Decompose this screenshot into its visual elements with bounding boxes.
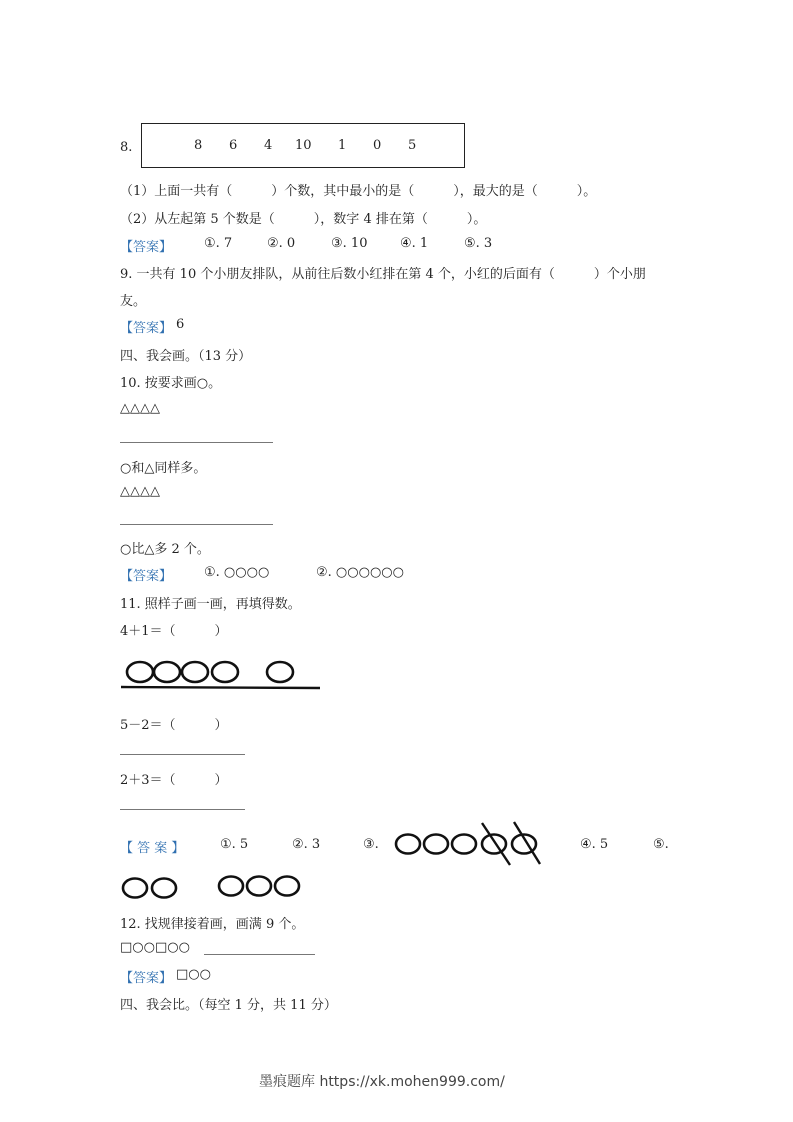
- q8-answer-5: ⑤. 3: [464, 236, 493, 251]
- footer-watermark: 墨痕题库 https://xk.mohen999.com/: [259, 1074, 505, 1090]
- q11-title: 11. 照样子画一画，再填得数。: [120, 597, 301, 612]
- q11-answer-5-label: ⑤.: [653, 837, 669, 852]
- box-number: 5: [408, 138, 417, 153]
- box-number: 10: [295, 138, 312, 153]
- q9-answer: 6: [176, 317, 185, 332]
- answer-label: 【答案】: [120, 569, 173, 584]
- q8-part1: （1）上面一共有（ ）个数，其中最小的是（ ），最大的是（ ）。: [120, 184, 597, 199]
- pattern-sequence: □○○□○○: [120, 940, 190, 955]
- q8-number: 8.: [120, 140, 133, 155]
- answer-line: [120, 524, 273, 525]
- q11-answer-2: ②. 3: [292, 837, 321, 852]
- circle-groups-drawing: [118, 873, 308, 903]
- number-box: [141, 123, 465, 168]
- q11-answer-1: ①. 5: [220, 837, 249, 852]
- answer-label: 【 答 案 】: [120, 841, 185, 856]
- q12-answer: □○○: [176, 967, 211, 982]
- q11-answer-3-label: ③.: [363, 837, 379, 852]
- box-number: 8: [194, 138, 203, 153]
- answer-label: 【答案】: [120, 321, 173, 336]
- section-heading: 四、我会画。（13 分）: [120, 349, 252, 364]
- q11-answer-4: ④. 5: [580, 837, 609, 852]
- q10-answer-2: ②. ○○○○○○: [316, 565, 404, 580]
- box-number: 1: [338, 138, 347, 153]
- box-number: 6: [229, 138, 238, 153]
- example-circles-drawing: [118, 654, 323, 694]
- answer-label: 【答案】: [120, 971, 173, 986]
- q12-title: 12. 找规律接着画，画满 9 个。: [120, 917, 305, 932]
- answer-label: 【答案】: [120, 240, 173, 255]
- q10-instruction-1: ○和△同样多。: [120, 461, 207, 476]
- box-number: 4: [264, 138, 273, 153]
- q8-answer-4: ④. 1: [400, 236, 429, 251]
- q10-answer-1: ①. ○○○○: [204, 565, 270, 580]
- equation-2: 5－2＝（ ）: [120, 718, 228, 733]
- q10-instruction-2: ○比△多 2 个。: [120, 542, 210, 557]
- equation-1: 4＋1＝（ ）: [120, 624, 228, 639]
- answer-line: [204, 954, 315, 955]
- q8-part2: （2）从左起第 5 个数是（ ），数字 4 排在第（ ）。: [120, 212, 487, 227]
- q8-answer-1: ①. 7: [204, 236, 233, 251]
- crossed-circles-drawing: [392, 820, 552, 868]
- q10-title: 10. 按要求画○。: [120, 376, 222, 391]
- q9-text-line1: 9. 一共有 10 个小朋友排队，从前往后数小红排在第 4 个，小红的后面有（ ）个小朋: [120, 267, 646, 282]
- answer-line: [120, 809, 245, 810]
- box-number: 0: [373, 138, 382, 153]
- q9-text-line2: 友。: [120, 294, 147, 309]
- answer-line: [120, 754, 245, 755]
- triangles-row: △△△△: [120, 484, 160, 499]
- answer-line: [120, 442, 273, 443]
- equation-3: 2＋3＝（ ）: [120, 773, 228, 788]
- q8-answer-3: ③. 10: [331, 236, 368, 251]
- triangles-row: △△△△: [120, 401, 160, 416]
- q8-answer-2: ②. 0: [267, 236, 296, 251]
- section-heading: 四、我会比。（每空 1 分，共 11 分）: [120, 998, 337, 1013]
